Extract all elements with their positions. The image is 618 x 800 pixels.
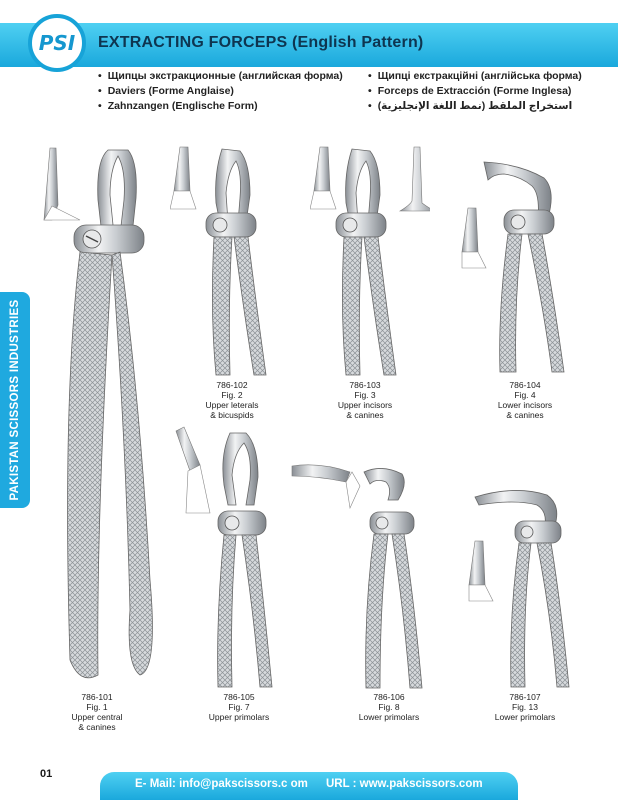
product-fig: Fig. 4 [514, 390, 536, 400]
caption-786-103 [310, 380, 420, 420]
product-fig: Fig. 7 [228, 702, 250, 712]
company-logo [28, 14, 86, 72]
product-desc: Lower incisors [497, 400, 553, 410]
product-code: 786-102 [216, 380, 248, 390]
product-code: 786-101 [81, 692, 113, 702]
product-fig: Fig. 1 [86, 702, 108, 712]
footer-email-link[interactable]: E- Mail: info@pakscissors.c om [135, 778, 308, 790]
product-desc: & canines [78, 722, 116, 732]
product-desc: Upper central [71, 712, 123, 722]
language-list-left [98, 69, 343, 114]
forceps-786-104-image [460, 160, 575, 375]
caption-786-102 [177, 380, 287, 420]
language-item: • Daviers (Forme Anglaise) [98, 84, 343, 99]
product-desc: Upper primolars [208, 712, 270, 722]
product-code: 786-103 [349, 380, 381, 390]
logo-text: PSI [38, 31, 76, 55]
caption-786-105 [184, 692, 294, 722]
language-item: • استخراج الملقط (نمط اللغة الإنجليزية) [368, 99, 582, 114]
forceps-786-101-image [40, 140, 170, 685]
product-code: 786-104 [509, 380, 541, 390]
product-desc: Upper incisors [337, 400, 393, 410]
product-desc: & canines [346, 410, 384, 420]
language-item: • Zahnzangen (Englische Form) [98, 99, 343, 114]
product-desc: Lower primolars [494, 712, 556, 722]
product-code: 786-107 [509, 692, 541, 702]
product-code: 786-106 [373, 692, 405, 702]
language-item: • Forceps de Extracción (Forme Inglesa) [368, 84, 582, 99]
forceps-786-102-image [170, 143, 270, 378]
product-fig: Fig. 8 [378, 702, 400, 712]
forceps-786-107-image [465, 485, 585, 690]
forceps-786-105-image [170, 425, 275, 690]
forceps-786-106-image [290, 460, 430, 690]
language-item: • Щипці екстракційні (англійська форма) [368, 69, 582, 84]
footer-url-link[interactable]: URL : www.pakscissors.com [326, 778, 483, 790]
product-fig: Fig. 3 [354, 390, 376, 400]
caption-786-107 [470, 692, 580, 722]
caption-786-106 [334, 692, 444, 722]
product-code: 786-105 [223, 692, 255, 702]
side-tab-label: PAKISTAN SCISSORS INDUSTRIES [9, 299, 21, 501]
caption-786-101 [42, 692, 152, 732]
product-fig: Fig. 13 [512, 702, 538, 712]
language-list-right [368, 69, 582, 114]
product-desc: Upper leterals [205, 400, 259, 410]
page-title: EXTRACTING FORCEPS (English Pattern) [98, 34, 424, 51]
language-item: • Щипцы экстракционные (английская форма) [98, 69, 343, 84]
product-desc: & canines [506, 410, 544, 420]
page-number: 01 [40, 768, 53, 780]
product-fig: Fig. 2 [221, 390, 243, 400]
caption-786-104 [470, 380, 580, 420]
product-desc: Lower primolars [358, 712, 420, 722]
forceps-786-103-image [310, 143, 430, 378]
product-desc: & bicuspids [210, 410, 254, 420]
